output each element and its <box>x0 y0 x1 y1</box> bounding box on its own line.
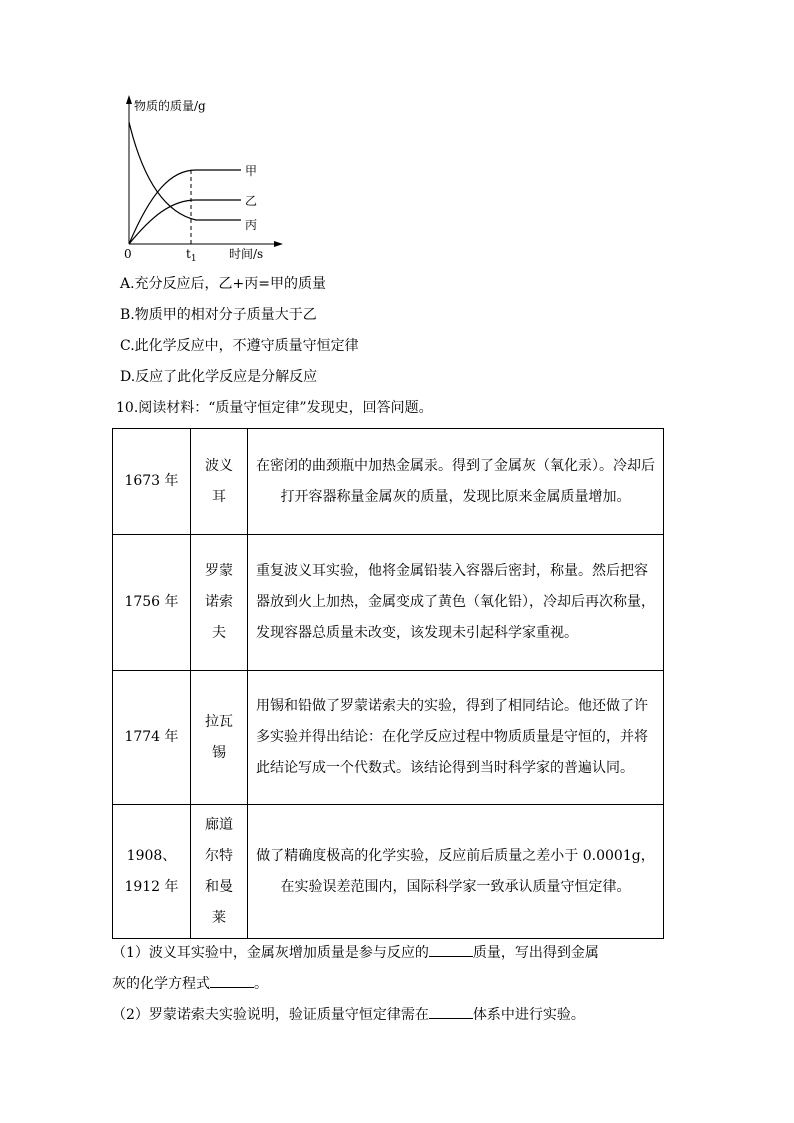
question-1 <box>112 938 672 1000</box>
q1-text-4: 。 <box>254 976 268 992</box>
q2-text-1: （2）罗蒙诺索夫实验说明，验证质量守恒定律需在 <box>112 1007 429 1023</box>
description-cell: 做了精确度极高的化学实验，反应前后质量之差小于 0.0001g，在实验误差范围内，国际科学家一致承认质量守恒定律。 <box>248 805 664 939</box>
scientist-cell: 拉瓦锡 <box>191 671 248 805</box>
year-cell: 1774 年 <box>113 671 191 805</box>
curve-yi <box>129 200 241 244</box>
description-cell: 重复波义耳实验，他将金属铅装入容器后密封，称量。然后把容器放到火上加热，金属变成了黄色（氧化铅），冷却后再次称量，发现容器总质量未改变，该发现未引起科学家重视。 <box>248 535 664 671</box>
curve-label-bing: 丙 <box>245 218 258 232</box>
scientist-cell: 罗蒙诺索夫 <box>191 535 248 671</box>
origin-label: 0 <box>124 247 132 261</box>
t1-label: $t_1$ <box>186 247 197 262</box>
table-row <box>113 429 664 535</box>
q1-text-3: 灰的化学方程式 <box>112 976 210 992</box>
answer-blank[interactable] <box>210 973 254 988</box>
scientist-cell: 廊道尔特和曼莱 <box>191 805 248 939</box>
mass-time-graph <box>116 92 296 262</box>
year-cell: 1756 年 <box>113 535 191 671</box>
description-cell: 用锡和铅做了罗蒙诺索夫的实验，得到了相同结论。他还做了许多实验并得出结论：在化学反应过程中物质质量是守恒的，并将此结论写成一个代数式。该结论得到当时科学家的普遍认同。 <box>248 671 664 805</box>
table-row <box>113 671 664 805</box>
question-10-stem: 10.阅读材料：“质量守恒定律”发现史，回答问题。 <box>116 400 433 416</box>
option-a: A.充分反应后，乙+丙=甲的质量 <box>120 276 327 292</box>
answer-blank[interactable] <box>429 1004 473 1019</box>
option-c: C.此化学反应中，不遵守质量守恒定律 <box>120 338 359 354</box>
table-row <box>113 535 664 671</box>
curve-label-yi: 乙 <box>245 194 258 208</box>
q1-text-2: 质量，写出得到金属 <box>472 945 599 961</box>
x-axis-label: 时间/s <box>229 247 264 261</box>
question-2 <box>112 1000 672 1031</box>
scientist-cell: 波义耳 <box>191 429 248 535</box>
graph-svg <box>116 92 296 262</box>
option-b: B.物质甲的相对分子质量大于乙 <box>120 307 317 323</box>
q1-text-1: （1）波义耳实验中，金属灰增加质量是参与反应的 <box>112 945 429 961</box>
x-axis-arrow <box>274 241 283 247</box>
option-d: D.反应了此化学反应是分解反应 <box>120 369 318 385</box>
year-cell: 1908、1912 年 <box>113 805 191 939</box>
history-table <box>112 428 664 939</box>
curve-label-jia: 甲 <box>245 164 258 178</box>
year-cell: 1673 年 <box>113 429 191 535</box>
y-axis-arrow <box>126 95 132 104</box>
curve-jia <box>129 170 241 244</box>
description-cell: 在密闭的曲颈瓶中加热金属汞。得到了金属灰（氧化汞）。冷却后打开容器称量金属灰的质量，发现比原来金属质量增加。 <box>248 429 664 535</box>
table-row <box>113 805 664 939</box>
q2-text-2: 体系中进行实验。 <box>472 1007 585 1023</box>
y-axis-label: 物质的质量/g <box>134 99 206 113</box>
answer-blank[interactable] <box>429 942 473 957</box>
